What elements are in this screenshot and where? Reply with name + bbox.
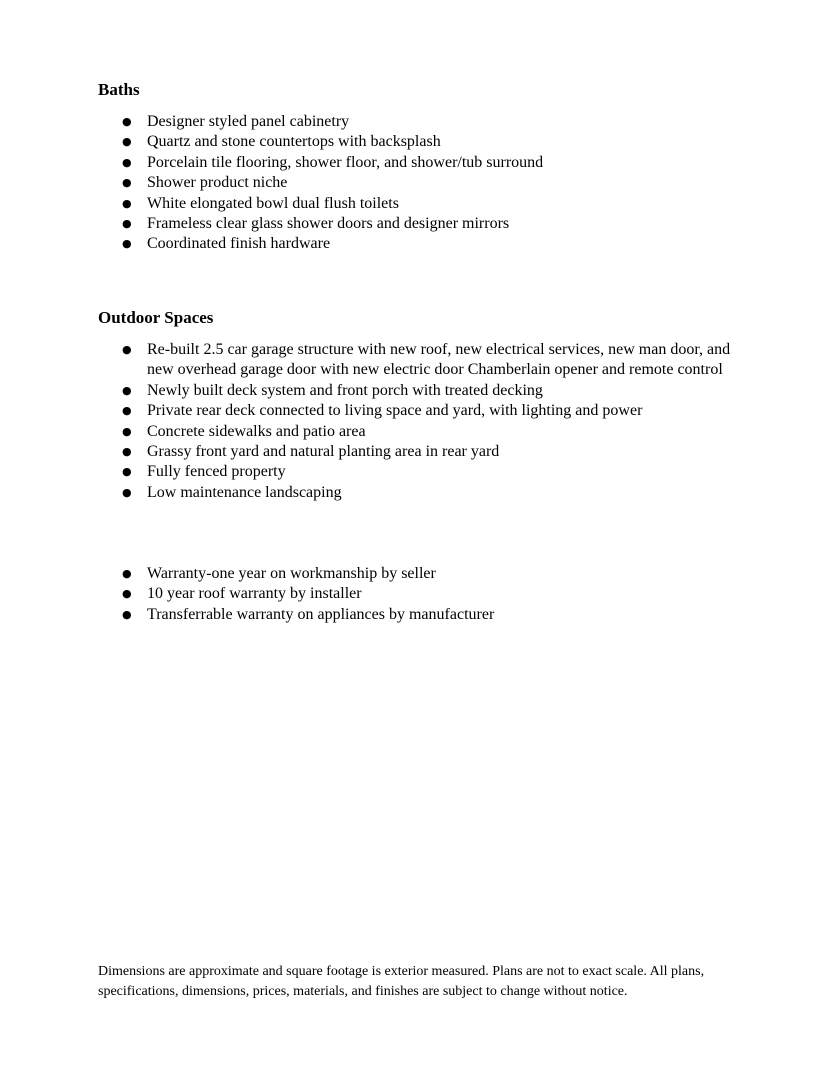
bullet-icon: ● (122, 587, 132, 601)
bullet-icon: ● (122, 217, 132, 231)
list-item (0, 214, 835, 234)
list-item-text: Quartz and stone countertops with backsplash (147, 133, 441, 151)
list-item-text: White elongated bowl dual flush toilets (147, 194, 399, 212)
list-item-text: Transferrable warranty on appliances by manufacturer (147, 605, 495, 623)
list-item-text: Designer styled panel cabinetry (147, 113, 350, 130)
list-item-text: Porcelain tile flooring, shower floor, and shower/tub surround (147, 153, 544, 171)
bullet-icon: ● (122, 424, 132, 438)
bullet-icon: ● (122, 445, 132, 459)
list-item-text: Newly built deck system and front porch with treated decking (147, 381, 543, 399)
list-item (0, 462, 835, 482)
list-item (0, 112, 835, 132)
list-item-text: Concrete sidewalks and patio area (147, 422, 366, 440)
list-item (0, 422, 835, 442)
bullet-icon: ● (122, 115, 132, 128)
list-item-text: Fully fenced property (147, 463, 286, 481)
bullet-icon: ● (122, 404, 132, 418)
list-item (0, 401, 835, 421)
list-item (0, 564, 835, 584)
list-item (0, 173, 835, 193)
bullet-icon: ● (122, 135, 132, 149)
list-item (0, 442, 835, 462)
bullet-icon: ● (122, 176, 132, 190)
list-item (0, 194, 835, 214)
baths-heading: Baths (98, 80, 140, 99)
list-item (0, 381, 835, 401)
bullet-icon: ● (122, 237, 132, 251)
bullet-icon: ● (122, 196, 132, 210)
list-item (0, 483, 835, 503)
list-item-text: 10 year roof warranty by installer (147, 585, 362, 603)
outdoor-spaces-heading: Outdoor Spaces (98, 308, 214, 327)
baths-list (0, 112, 835, 255)
warranty-list (0, 564, 835, 625)
bullet-icon: ● (122, 383, 132, 397)
bullet-icon: ● (122, 465, 132, 479)
list-item-text: Grassy front yard and natural planting area in rear yard (147, 443, 500, 461)
bullet-icon: ● (122, 567, 132, 580)
list-item-text: Shower product niche (147, 174, 288, 192)
list-item (0, 153, 835, 173)
disclaimer-text: Dimensions are approximate and square footage is exterior measured. Plans are not to exact scale. All plans, specifications, dimensions, prices, materials, and finishes are subject to change without notice. (98, 964, 705, 999)
list-item (0, 340, 835, 381)
list-item (0, 132, 835, 152)
bullet-icon: ● (122, 343, 132, 356)
list-item (0, 605, 835, 625)
list-item-text: Low maintenance landscaping (147, 483, 342, 501)
list-item (0, 584, 835, 604)
list-item-text: Private rear deck connected to living space and yard, with lighting and power (147, 402, 643, 420)
outdoor-spaces-list (0, 340, 835, 503)
bullet-icon: ● (122, 607, 132, 621)
bullet-icon: ● (122, 155, 132, 169)
list-item (0, 234, 835, 254)
list-item-text: Coordinated finish hardware (147, 235, 331, 253)
list-item-text: Re-built 2.5 car garage structure with new roof, new electrical services, new man door, and new overhead garage door with new electric door Chamberlain opener and remote control (147, 341, 731, 379)
bullet-icon: ● (122, 485, 132, 499)
list-item-text: Frameless clear glass shower doors and designer mirrors (147, 215, 510, 233)
list-item-text: Warranty-one year on workmanship by seller (147, 565, 436, 582)
